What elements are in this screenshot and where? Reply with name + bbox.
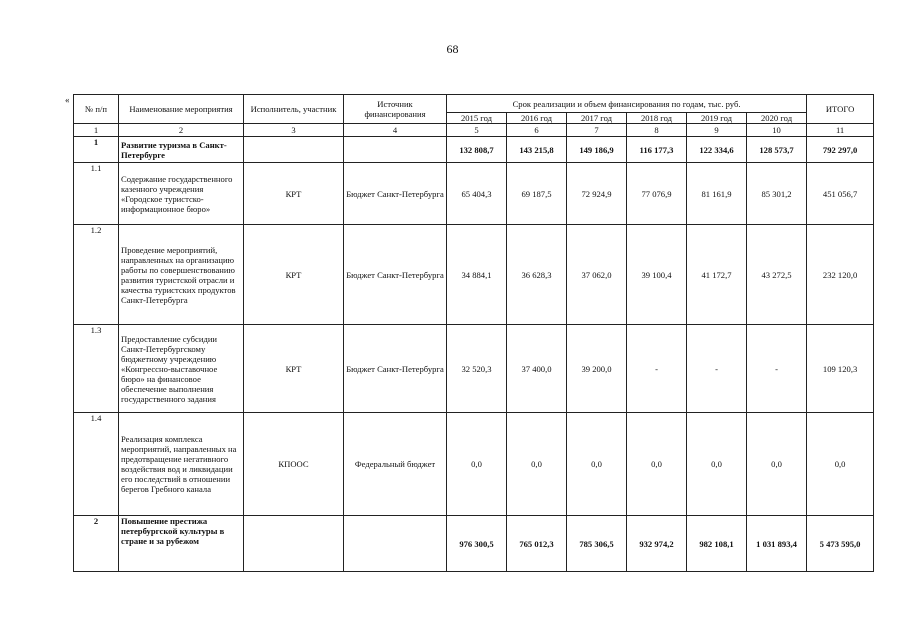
table-row (74, 325, 874, 413)
row-total: 109 120,3 (807, 325, 874, 413)
row-num: 1 (74, 137, 119, 163)
header-row (74, 95, 874, 113)
row-value: 0,0 (507, 413, 567, 516)
column-number: 9 (687, 124, 747, 137)
row-name: Развитие туризма в Санкт-Петербурге (119, 137, 244, 163)
header-year: 2018 год (627, 113, 687, 124)
header-year: 2020 год (747, 113, 807, 124)
header-year: 2017 год (567, 113, 627, 124)
row-value: 85 301,2 (747, 163, 807, 225)
row-executor: КРТ (244, 163, 344, 225)
table-row (74, 516, 874, 572)
header-year: 2015 год (447, 113, 507, 124)
row-executor: КРТ (244, 325, 344, 413)
row-name: Содержание государственного казенного учреждения «Городское туристско-информационное бюро» (119, 163, 244, 225)
row-value: 65 404,3 (447, 163, 507, 225)
header-executor: Исполнитель, участник (244, 95, 344, 124)
row-value: 39 100,4 (627, 225, 687, 325)
header-name: Наименование мероприятия (119, 95, 244, 124)
row-executor (244, 137, 344, 163)
row-value: 785 306,5 (567, 516, 627, 572)
row-source: Бюджет Санкт-Петербурга (344, 325, 447, 413)
row-value: 0,0 (567, 413, 627, 516)
row-name: Предоставление субсидии Санкт-Петербургскому бюджетному учреждению «Конгрессно-выставочное бюро» на финансовое обеспечение выполнения государственного задания (119, 325, 244, 413)
row-num: 1.4 (74, 413, 119, 516)
row-source: Бюджет Санкт-Петербурга (344, 225, 447, 325)
row-value: 0,0 (687, 413, 747, 516)
page-number: 68 (446, 42, 459, 56)
header-period: Срок реализации и объем финансирования по годам, тыс. руб. (447, 95, 807, 113)
row-num: 1.1 (74, 163, 119, 225)
column-number: 1 (74, 124, 119, 137)
row-value: 0,0 (447, 413, 507, 516)
row-value: 39 200,0 (567, 325, 627, 413)
header-year: 2019 год (687, 113, 747, 124)
row-value: - (747, 325, 807, 413)
column-number: 4 (344, 124, 447, 137)
financing-table (73, 94, 874, 572)
opening-quote-mark: « (65, 95, 70, 105)
row-value: 128 573,7 (747, 137, 807, 163)
column-number: 8 (627, 124, 687, 137)
row-source (344, 137, 447, 163)
row-name: Повышение престижа петербургской культуры в стране и за рубежом (119, 516, 244, 572)
column-number: 10 (747, 124, 807, 137)
row-value: 77 076,9 (627, 163, 687, 225)
row-total: 5 473 595,0 (807, 516, 874, 572)
row-source (344, 516, 447, 572)
row-name: Проведение мероприятий, направленных на организацию работы по совершенствованию развития туристской отрасли и качества туристских продуктов Санкт-Петербурга (119, 225, 244, 325)
column-number: 11 (807, 124, 874, 137)
row-executor (244, 516, 344, 572)
row-value: 1 031 893,4 (747, 516, 807, 572)
table-row (74, 137, 874, 163)
header-source: Источник финансирования (344, 95, 447, 124)
row-value: - (627, 325, 687, 413)
row-total: 232 120,0 (807, 225, 874, 325)
column-number: 5 (447, 124, 507, 137)
row-value: 34 884,1 (447, 225, 507, 325)
row-value: 37 400,0 (507, 325, 567, 413)
row-value: 765 012,3 (507, 516, 567, 572)
column-number-row (74, 124, 874, 137)
row-num: 2 (74, 516, 119, 572)
header-total: ИТОГО (807, 95, 874, 124)
row-value: 982 108,1 (687, 516, 747, 572)
column-number: 3 (244, 124, 344, 137)
row-executor: КПООС (244, 413, 344, 516)
row-total: 0,0 (807, 413, 874, 516)
row-value: 32 520,3 (447, 325, 507, 413)
row-value: 932 974,2 (627, 516, 687, 572)
table-row (74, 225, 874, 325)
table-row (74, 413, 874, 516)
header-year: 2016 год (507, 113, 567, 124)
row-value: - (687, 325, 747, 413)
row-value: 0,0 (627, 413, 687, 516)
row-num: 1.2 (74, 225, 119, 325)
header-num: № п/п (74, 95, 119, 124)
row-total: 792 297,0 (807, 137, 874, 163)
row-value: 36 628,3 (507, 225, 567, 325)
row-total: 451 056,7 (807, 163, 874, 225)
row-value: 69 187,5 (507, 163, 567, 225)
row-value: 976 300,5 (447, 516, 507, 572)
row-value: 116 177,3 (627, 137, 687, 163)
row-source: Бюджет Санкт-Петербурга (344, 163, 447, 225)
row-name: Реализация комплекса мероприятий, направленных на предотвращение негативного воздействия вод и ликвидации его последствий в отношении берегов Гребного канала (119, 413, 244, 516)
table-row (74, 163, 874, 225)
row-value: 41 172,7 (687, 225, 747, 325)
row-value: 81 161,9 (687, 163, 747, 225)
row-value: 122 334,6 (687, 137, 747, 163)
column-number: 2 (119, 124, 244, 137)
row-value: 43 272,5 (747, 225, 807, 325)
row-value: 132 808,7 (447, 137, 507, 163)
row-executor: КРТ (244, 225, 344, 325)
row-value: 0,0 (747, 413, 807, 516)
row-value: 37 062,0 (567, 225, 627, 325)
row-value: 143 215,8 (507, 137, 567, 163)
row-source: Федеральный бюджет (344, 413, 447, 516)
row-value: 72 924,9 (567, 163, 627, 225)
row-num: 1.3 (74, 325, 119, 413)
column-number: 7 (567, 124, 627, 137)
row-value: 149 186,9 (567, 137, 627, 163)
column-number: 6 (507, 124, 567, 137)
